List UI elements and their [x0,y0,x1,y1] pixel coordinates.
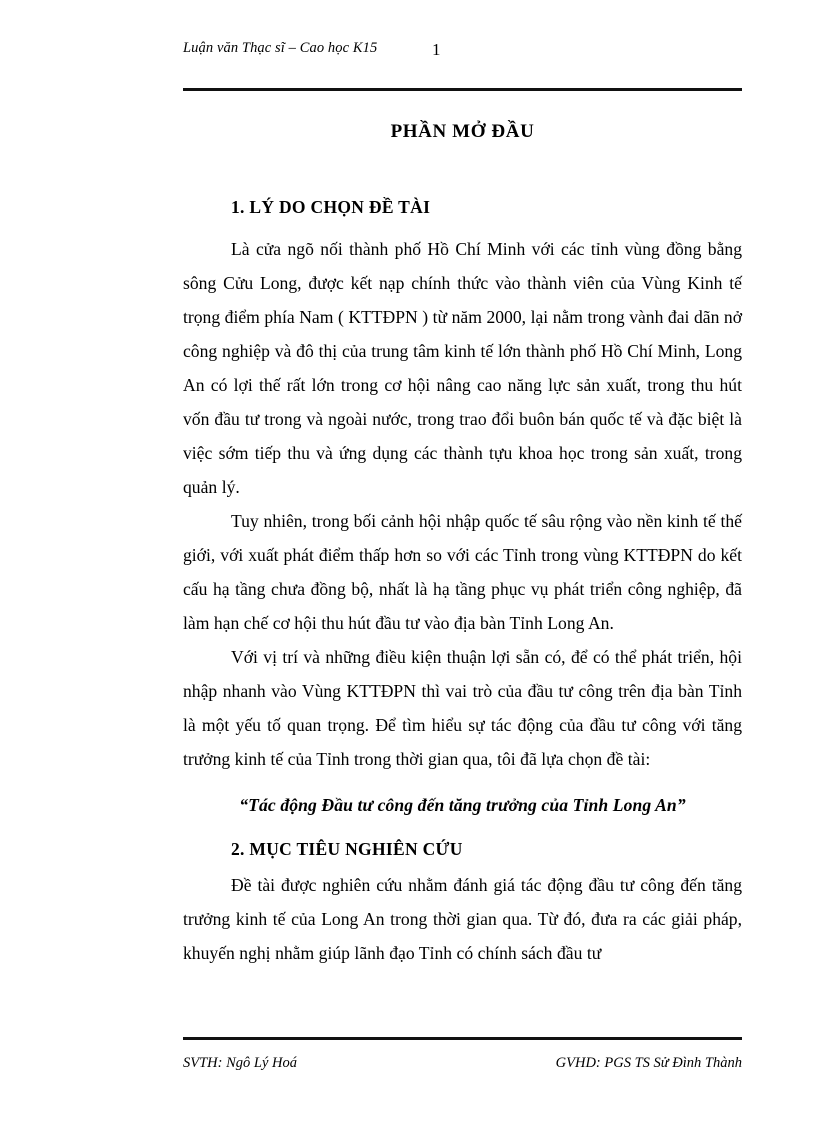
section-heading-1: 1. LÝ DO CHỌN ĐỀ TÀI [231,197,431,217]
footer-divider-rule [183,1037,742,1040]
page-title: PHẦN MỞ ĐẦU [390,121,535,142]
section-heading-2: 2. MỤC TIÊU NGHIÊN CỨU [231,839,463,859]
footer-student-name: SVTH: Ngô Lý Hoá [183,1055,297,1071]
header-divider-rule [183,88,742,91]
thesis-title-quote: “Tác động Đầu tư công đến tăng trưởng của Tỉnh Long An” [239,795,686,815]
footer-advisor-name: GVHD: PGS TS Sử Đình Thành [555,1055,742,1071]
header-running-title: Luận văn Thạc sĩ – Cao học K15 [183,40,378,56]
document-body [183,118,742,970]
paragraph: Với vị trí và những điều kiện thuận lợi sẵn có, để có thể phát triển, hội nhập nhanh vào Vùng KTTĐPN thì vai trò của đầu tư công trên địa bàn Tỉnh là một yếu tố quan trọng. Để tìm hiểu sự tác động của đầu tư công với tăng trưởng kinh tế của Tỉnh trong thời gian qua, tôi đã lựa chọn đề tài: [183,647,742,769]
paragraph: Đề tài được nghiên cứu nhằm đánh giá tác động đầu tư công đến tăng trưởng kinh tế của Long An trong thời gian qua. Từ đó, đưa ra các giải pháp, khuyến nghị nhằm giúp lãnh đạo Tỉnh có chính sách đầu tư [183,875,742,963]
page-footer [183,1055,742,1079]
paragraph: Tuy nhiên, trong bối cảnh hội nhập quốc tế sâu rộng vào nền kinh tế thế giới, với xuất phát điểm thấp hơn so với các Tỉnh trong vùng KTTĐPN do kết cấu hạ tầng chưa đồng bộ, nhất là hạ tầng phục vụ phát triển công nghiệp, đã làm hạn chế cơ hội thu hút đầu tư vào địa bàn Tỉnh Long An. [183,511,742,633]
header-page-number: 1 [432,40,441,59]
page-header [183,40,742,70]
paragraph: Là cửa ngõ nối thành phố Hồ Chí Minh với các tỉnh vùng đồng bằng sông Cửu Long, được kết nạp chính thức vào thành viên của Vùng Kinh tế trọng điểm phía Nam ( KTTĐPN ) từ năm 2000, lại nằm trong vành đai dãn nở công nghiệp và đô thị của trung tâm kinh tế lớn thành phố Hồ Chí Minh, Long An có lợi thế rất lớn trong cơ hội nâng cao năng lực sản xuất, trong thu hút vốn đầu tư trong và ngoài nước, trong trao đổi buôn bán quốc tế và đặc biệt là việc sớm tiếp thu và ứng dụng các thành tựu khoa học trong sản xuất, trong quản lý. [183,239,742,497]
